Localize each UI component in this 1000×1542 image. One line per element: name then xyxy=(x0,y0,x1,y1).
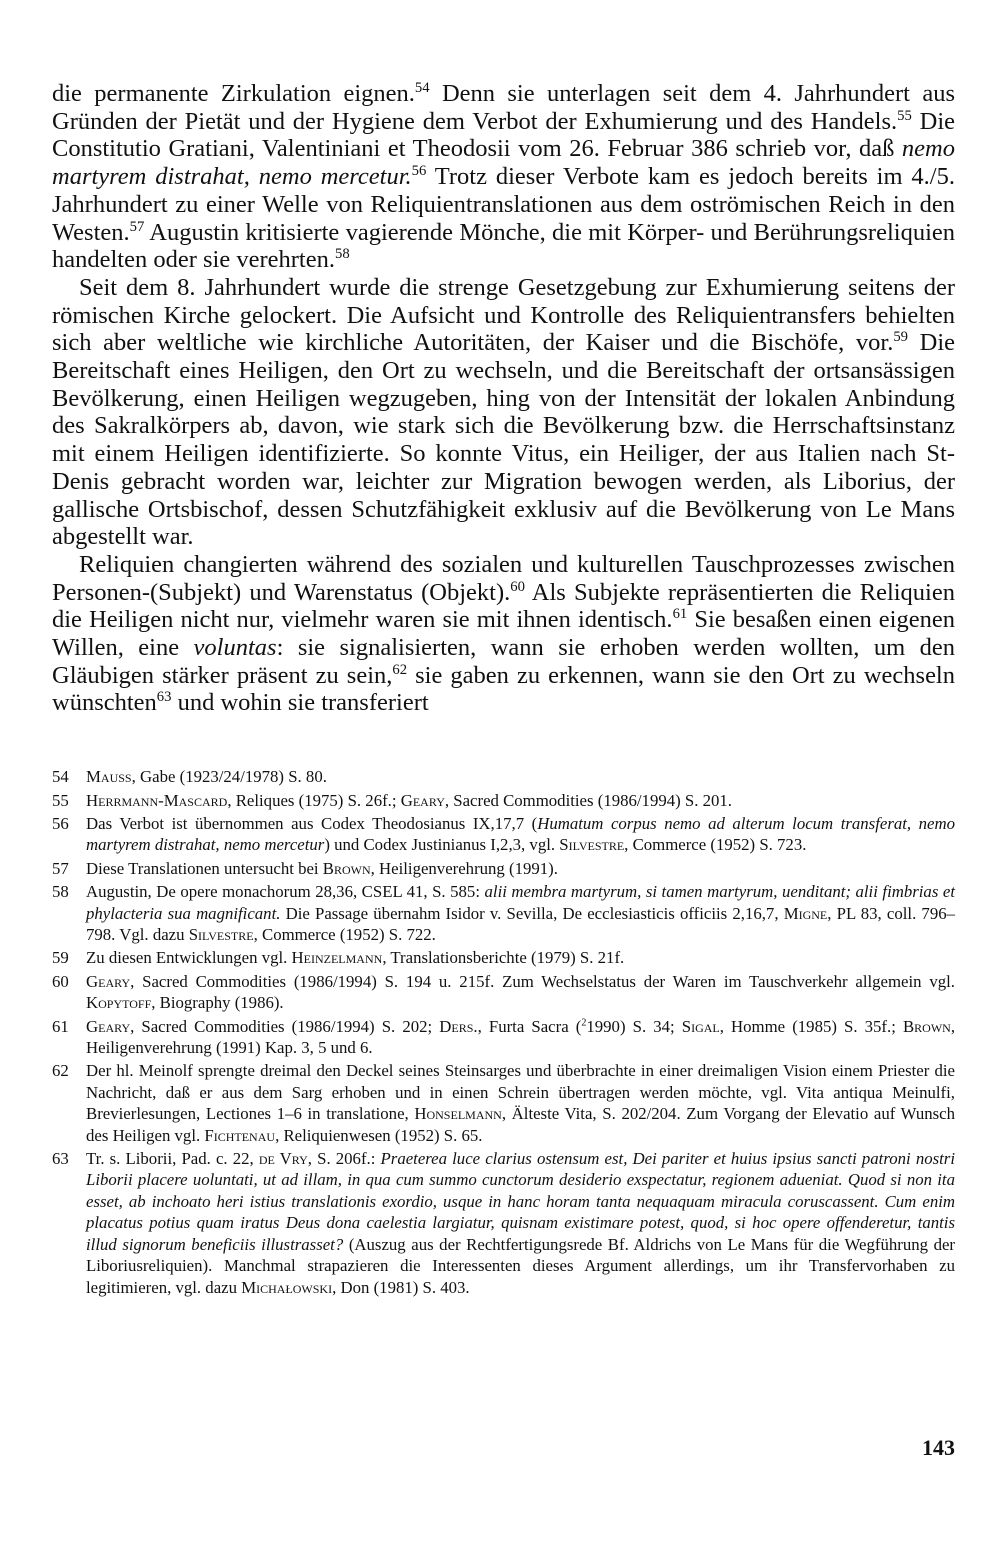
author-name: Kopytoff xyxy=(86,993,152,1013)
author-name: Herrmann-Mascard xyxy=(86,790,228,810)
footnote xyxy=(52,881,955,945)
footnote-number: 58 xyxy=(52,882,69,902)
footnote xyxy=(52,1016,955,1059)
text-run: 1990) S. 34; xyxy=(586,1016,682,1036)
text-run: Der hl. Meinolf sprengte dreimal den Deckel seines Steinsarges und überbrachte in einer dreimaligen Vision einem Priester die Nachricht, daß er aus dem Sarg erhoben und in einen Schrein übertragen werden möchte, vgl. Vita antiqua Meinulfi, Brevierlesungen, Lectiones 1–6 in translatione, xyxy=(86,1061,955,1124)
footnote-number: 60 xyxy=(52,971,69,991)
author-name: Honselmann xyxy=(414,1104,502,1124)
text-run: sie gaben zu erkennen, wann sie den Ort zu wechseln wünschten xyxy=(52,661,955,717)
footnote xyxy=(52,947,955,968)
text-run: Sie besaßen einen eigenen Willen, eine xyxy=(52,606,955,662)
text-run: , Gabe (1923/24/1978) S. 80. xyxy=(131,767,327,787)
text-run: , Translationsberichte (1979) S. 21f. xyxy=(382,948,625,968)
text-run: Reliquien changierten während des sozialen und kulturellen Tauschprozesses zwischen Personen-(Subjekt) und Warenstatus (Objekt). xyxy=(52,550,955,606)
author-name: Migne xyxy=(783,903,828,923)
footnote-number: 55 xyxy=(52,790,69,810)
footnote-text xyxy=(86,971,955,1014)
text-run: : sie signalisierten, wann sie erhoben werden wollten, um den Gläubigen stärker präsent zu sein, xyxy=(52,634,955,689)
text-run: Zu diesen Entwicklungen vgl. xyxy=(86,948,292,968)
text-run: Die Passage übernahm Isidor v. Sevilla, De ecclesiasticis officiis 2,16,7, xyxy=(280,903,784,923)
paragraph xyxy=(52,274,955,551)
author-name: Michałowski xyxy=(241,1277,333,1297)
text-run: Die Bereitschaft eines Heiligen, den Ort zu wechseln, und die Bereitschaft der ortsansässigen Bevölkerung, einen Heiligen wegzugeben, hing von der Intensität der lokalen Anbindung des Sakralkörpers ab, davon, wie stark sich die Bevölkerung bzw. die Herrschaftsinstanz mit einem Heiligen identifizierte. So konnte Vitus, ein Heiliger, der aus Italien nach St-Denis gebracht worden war, leichter zur Migration bewogen werden, als Liborius, der gallische Ortsbischof, dessen Schutzfähigkeit exklusiv auf die Bevölkerung von Le Mans abgestellt war. xyxy=(52,329,955,551)
text-run: , Sacred Commodities (1986/1994) S. 202; xyxy=(130,1016,440,1036)
footnote-reference: 54 xyxy=(414,79,430,96)
footnote-text xyxy=(86,1148,955,1298)
footnote-number: 54 xyxy=(52,767,69,787)
author-name: Silvestre xyxy=(559,835,625,855)
footnote-reference: 60 xyxy=(510,578,525,595)
footnote-reference: 58 xyxy=(334,246,350,263)
footnote xyxy=(52,971,955,1014)
footnote-text xyxy=(86,858,955,879)
author-name: Brown xyxy=(902,1016,951,1036)
paragraph xyxy=(52,80,955,274)
footnote xyxy=(52,790,955,811)
footnote-text xyxy=(86,766,955,787)
text-run: , PL 83, coll. 796–798. Vgl. dazu xyxy=(86,903,955,945)
text-run: Als Subjekte repräsentierten die Reliquien die Heiligen nicht nur, vielmehr waren sie mit ihnen identisch. xyxy=(52,578,955,634)
footnote-reference: 55 xyxy=(897,107,912,124)
footnote-number: 62 xyxy=(52,1061,69,1081)
text-run: , Reliquienwesen (1952) S. 65. xyxy=(275,1125,483,1145)
text-run: , Älteste Vita, S. 202/204. Zum Vorgang der Elevatio auf Wunsch des Heiligen vgl. xyxy=(86,1104,955,1145)
author-name: Sigal xyxy=(681,1016,720,1036)
text-run: Trotz dieser Verbote kam es jedoch bereits im 4./5. Jahrhundert zu einer Welle von Reliquientranslationen aus dem oströmischen Reich in den Westen. xyxy=(52,163,955,246)
text-run: Die Constitutio Gratiani, Valentiniani et Theodosii vom 26. Februar 386 schrieb vor, daß xyxy=(52,107,956,163)
text-run: Das Verbot ist übernommen aus Codex Theodosianus IX,17,7 ( xyxy=(86,813,538,833)
author-name: Geary xyxy=(86,971,131,991)
page-number: 143 xyxy=(922,1435,955,1460)
footnote-number: 61 xyxy=(52,1016,69,1036)
text-run: , Furta Sacra ( xyxy=(477,1016,582,1036)
text-run: , S. 206f.: xyxy=(307,1149,381,1169)
footnote-reference: 56 xyxy=(411,162,427,179)
text-run: , Heiligenverehrung (1991). xyxy=(370,858,558,878)
author-name: Heinzelmann xyxy=(291,948,383,968)
text-run: Denn sie unterlagen seit dem 4. Jahrhundert aus Gründen der Pietät und der Hygiene dem Verbot der Exhumierung und des Handels. xyxy=(52,80,956,135)
footnote xyxy=(52,1060,955,1146)
text-run: , Homme (1985) S. 35f.; xyxy=(719,1016,903,1036)
paragraph xyxy=(52,551,955,717)
author-name: Silvestre xyxy=(188,925,254,945)
italic-run: voluntas xyxy=(193,634,277,662)
text-run: , Sacred Commodities (1986/1994) S. 194 u. 215f. Zum Wechselstatus der Waren im Tauschverkehr allgemein vgl. xyxy=(130,971,955,991)
footnote-text xyxy=(86,881,955,945)
footnote-text xyxy=(86,1060,955,1146)
text-run: , Biography (1986). xyxy=(151,993,284,1013)
author-name: de Vry xyxy=(258,1149,308,1169)
text-run: (Auszug aus der Rechtfertigungsrede Bf. Aldrichs von Le Mans für die Wegführung der Liboriusreliquien). Manchmal strapazieren die Interessenten dieses Argument allerdings, um ihr Transfervorhaben zu legitimieren, vgl. dazu xyxy=(86,1234,956,1297)
footnote-reference: 61 xyxy=(672,606,688,623)
italic-run: alii membra martyrum, si tamen martyrum, uenditant; alii fimbrias et phylacteria sua magnificant. xyxy=(86,882,955,923)
text-run: , Sacred Commodities (1986/1994) S. 201. xyxy=(444,790,732,810)
text-run: , Don (1981) S. 403. xyxy=(332,1277,470,1297)
footnote-reference: 59 xyxy=(893,329,909,346)
text-run: , Heiligenverehrung (1991) Kap. 3, 5 und 6. xyxy=(86,1016,956,1058)
italic-run: Humatum corpus nemo ad alterum locum transferat, nemo martyrem distrahat, nemo mercetur xyxy=(86,813,955,855)
text-run: , Commerce (1952) S. 722. xyxy=(253,925,436,945)
italic-run: Praeterea luce clarius ostensum est, Dei pariter et huius ipsius sancti patroni nostri Liborii placere uoluntati, ut ad illam, in qua cum summo cunctorum desiderio exspectatur, regionem adueniat. Quod si non ita esset, ab inchoato heri istius translationis exordio, usque in hanc horam tanta nequaquam miracula coruscassent. Cum enim placatus potius quam iratus Deus dona caelestia largiatur, quisnam existimare potest, quod, si hoc opere offenderetur, tantis illud signorum beneficiis illustrasset? xyxy=(86,1149,955,1254)
text-run: , Commerce (1952) S. 723. xyxy=(624,835,807,855)
text-run: Diese Translationen untersucht bei xyxy=(86,858,323,878)
main-text xyxy=(52,80,955,717)
author-name: Geary xyxy=(400,790,445,810)
footnote-number: 57 xyxy=(52,858,69,878)
footnote xyxy=(52,813,955,856)
author-name: Fichtenau xyxy=(204,1125,276,1145)
footnote-reference: 63 xyxy=(156,689,172,706)
text-run: Augustin, De opere monachorum 28,36, CSEL 41, S. 585: xyxy=(86,882,485,902)
author-name: Mauss xyxy=(86,767,132,787)
footnote-reference: 2 xyxy=(581,1017,587,1029)
text-run: ) und Codex Justinianus I,2,3, vgl. xyxy=(324,835,560,855)
text-run: und wohin sie transferiert xyxy=(171,689,429,717)
footnote-reference: 57 xyxy=(129,218,145,235)
text-run: , Reliques (1975) S. 26f.; xyxy=(227,790,401,810)
footnote-number: 63 xyxy=(52,1149,69,1169)
footnote xyxy=(52,766,955,787)
footnote xyxy=(52,858,955,879)
footnote-reference: 62 xyxy=(392,661,408,678)
text-run: die permanente Zirkulation eignen. xyxy=(52,80,415,107)
author-name: Ders. xyxy=(439,1016,478,1036)
author-name: Brown xyxy=(322,858,371,878)
text-run: Seit dem 8. Jahrhundert wurde die strenge Gesetzgebung zur Exhumierung seitens der römischen Kirche gelockert. Die Aufsicht und Kontrolle des Reliquientransfers behielten sich aber weltliche wie kirchliche Autoritäten, der Kaiser und die Bischöfe, vor. xyxy=(52,273,955,357)
text-run: Augustin kritisierte vagierende Mönche, die mit Körper- und Berührungsreliquien handelten oder sie verehrten. xyxy=(52,218,955,274)
footnote-text xyxy=(86,947,955,968)
author-name: Geary xyxy=(86,1016,131,1036)
italic-run: nemo martyrem distrahat, nemo mercetur. xyxy=(52,135,955,191)
footnote-text xyxy=(86,813,955,856)
text-run: Tr. s. Liborii, Pad. c. 22, xyxy=(86,1149,259,1169)
footnote-number: 56 xyxy=(52,813,69,833)
footnotes xyxy=(52,766,955,1298)
footnote xyxy=(52,1148,955,1298)
footnote-text xyxy=(86,790,955,811)
footnote-number: 59 xyxy=(52,948,69,968)
book-page xyxy=(52,79,956,1460)
footnote-text xyxy=(86,1016,955,1059)
